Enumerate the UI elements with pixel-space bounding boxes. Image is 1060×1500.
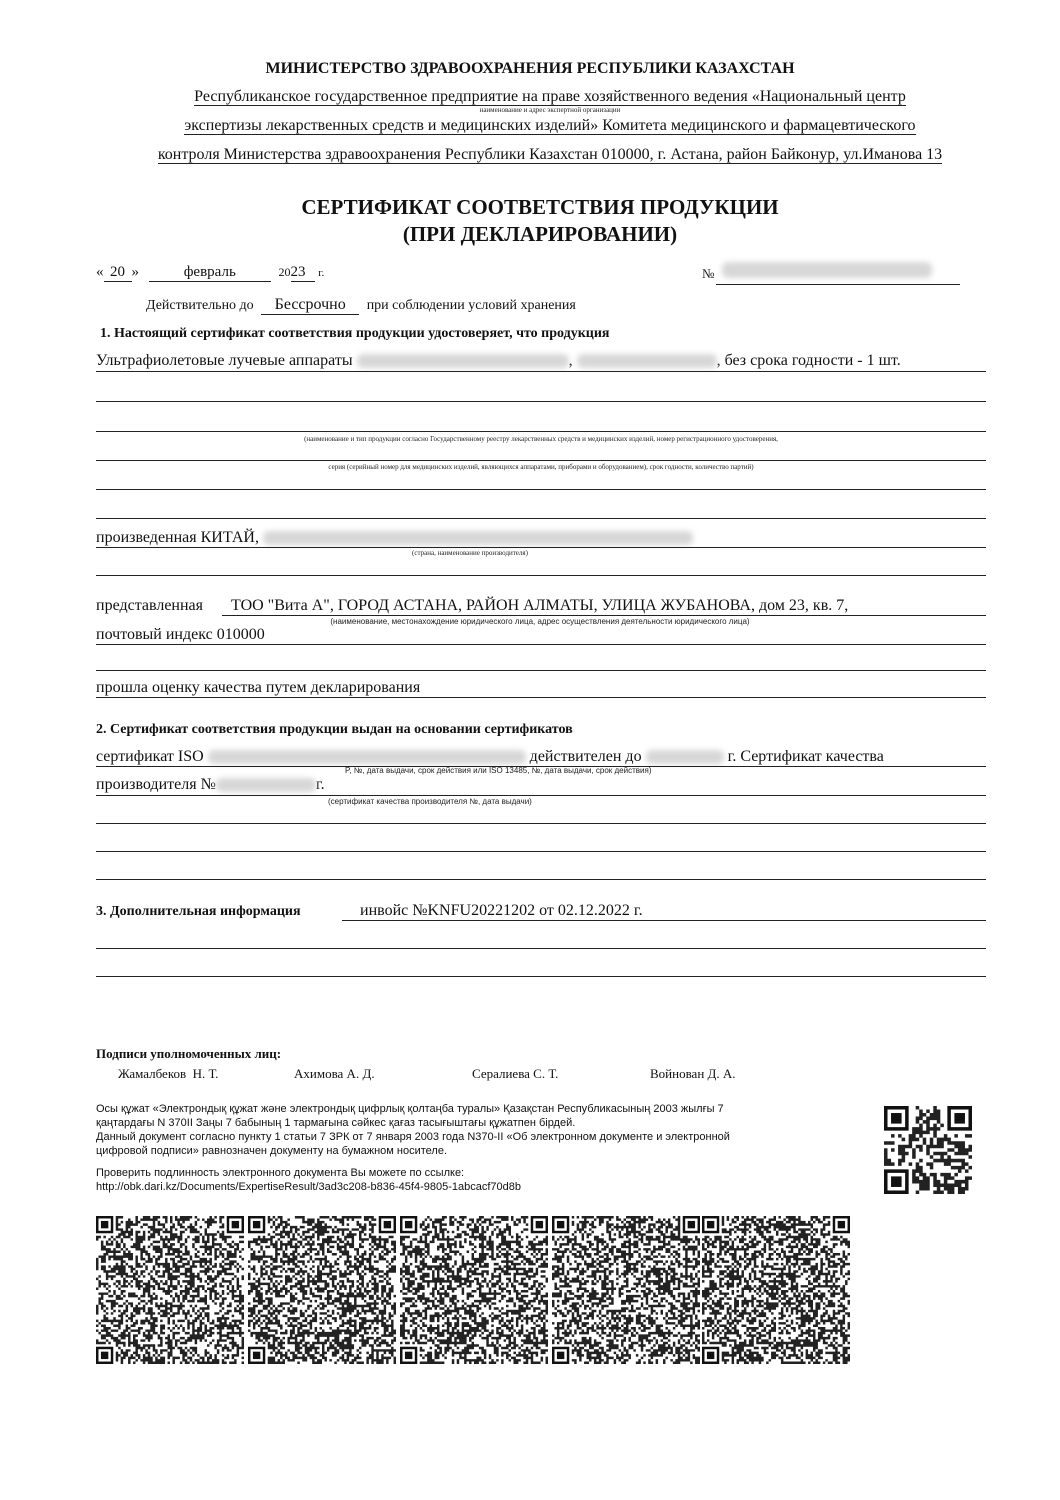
signer-4: Войнован Д. А. [650, 1066, 736, 1081]
certificate-subtitle: (ПРИ ДЕКЛАРИРОВАНИИ) [402, 222, 678, 246]
certificate-title: СЕРТИФИКАТ СООТВЕТСТВИЯ ПРОДУКЦИИ [301, 195, 779, 219]
assessment-text: прошла оценку качества путем декларирования [96, 679, 421, 696]
verification-url[interactable]: http://obk.dari.kz/Documents/ExpertiseResult/3ad3c208-b836-45f4-9805-1abcacf70d8b [96, 1181, 521, 1193]
number-label: № [702, 266, 715, 281]
presented-caption: (наименование, местонахождение юридического лица, адрес осуществления деятельности юридического лица) [330, 617, 750, 626]
redacted-iso-date [646, 750, 724, 764]
redacted-iso [208, 750, 526, 764]
redacted-number [722, 262, 932, 278]
redacted-serial [577, 354, 717, 368]
qr-code-2 [248, 1216, 396, 1364]
presented-value: ТОО "Вита А", ГОРОД АСТАНА, РАЙОН АЛМАТЫ, УЛИЦА ЖУБАНОВА, дом 23, кв. 7, [231, 597, 849, 614]
org-line-3: контроля Министерства здравоохранения Республики Казахстан 010000, г. Астана, район Байконур, ул.Иманова 13 [157, 146, 943, 163]
signer-3: Сералиева С. Т. [472, 1066, 559, 1081]
section3-heading: 3. Дополнительная информация [96, 904, 301, 919]
issue-date: « 20 » февраль 2023 г. [96, 264, 325, 280]
product-line: Ультрафиолетовые лучевые аппараты , , без срока годности - 1 шт. [96, 352, 901, 369]
org-line-1: Республиканское государственное предприятие на праве хозяйственного ведения «Национальный центр [194, 88, 906, 105]
ministry-title: МИНИСТЕРСТВО ЗДРАВООХРАНЕНИЯ РЕСПУБЛИКИ КАЗАХСТАН [265, 60, 795, 77]
section2-heading: 2. Сертификат соответствия продукции выдан на основании сертификатов [96, 722, 573, 737]
qr-code-1 [96, 1216, 244, 1364]
additional-info: инвойс №KNFU20221202 от 02.12.2022 г. [360, 902, 643, 919]
product-caption-1: (наименование и тип продукции согласно Государственному реестру лекарственных средств и медицинских изделий, номер регистрационного удостоверения, [304, 435, 778, 443]
producer-caption: (сертификат качества производителя №, дата выдачи) [328, 797, 532, 806]
legal-notice: Осы құжат «Электрондық құжат және электрондық цифрлық қолтаңба туралы» Қазақстан Республикасының 2003 жылғы 7 қаңтардағы N 370II Заңы 7 бабының 1 тармағына сәйкес қағаз тасығыштағы құжатпен бірдей. Данный документ согласно пункту 1 статьи 7 ЗРК от 7 января 2003 года N370-II «Об электронном документе и электронной цифровой подписи» равнозначен документу на бумажном носителе. Проверить подлинность электронного документа Вы можете по ссылке: http://obk.dari.kz/Documents/ExpertiseResult/3ad3c208-b836-45f4-9805-1abcacf70d8b [96, 1103, 730, 1193]
product-caption-2: серия (серийный номер для медицинских изделий, являющихся аппаратами, приборами и оборудованием), срок годности, количество партий) [328, 463, 754, 471]
qr-code-4 [552, 1216, 700, 1364]
signer-2: Ахимова А. Д. [294, 1066, 375, 1081]
presented-line: представленная ТОО "Вита А", ГОРОД АСТАНА, РАЙОН АЛМАТЫ, УЛИЦА ЖУБАНОВА, дом 23, кв. 7, [96, 597, 849, 614]
section1-heading: 1. Настоящий сертификат соответствия продукции удостоверяет, что продукция [100, 326, 610, 341]
signer-1: Жамалбеков Н. Т. [118, 1066, 219, 1081]
redacted-producer-cert [216, 778, 316, 792]
date-year: 23 [291, 264, 315, 282]
produced-line: произведенная КИТАЙ, [96, 529, 693, 547]
signatures-heading: Подписи уполномоченных лиц: [96, 1046, 282, 1061]
iso-caption: P, №, дата выдачи, срок действия или ISO 13485, №, дата выдачи, срок действия) [345, 766, 652, 775]
validity-row: Действительно до Бессрочно при соблюдении условий хранения [146, 296, 576, 313]
validity-value: Бессрочно [261, 296, 359, 315]
date-month: февраль [149, 264, 271, 282]
org-caption: наименование и адрес экспертной организации [479, 106, 621, 114]
qr-code-small [884, 1106, 972, 1194]
org-line-2: экспертизы лекарственных средств и медицинских изделий» Комитета медицинского и фармацевтического [184, 117, 916, 134]
postal-code: почтовый индекс 010000 [96, 626, 265, 643]
date-day: 20 [104, 264, 132, 282]
iso-line: сертификат ISO действителен до г. Сертификат качества [96, 748, 884, 765]
qr-code-5 [702, 1216, 850, 1364]
redacted-manufacturer [263, 531, 693, 545]
producer-line: производителя № г. [96, 776, 325, 793]
qr-code-3 [400, 1216, 548, 1364]
produced-caption: (страна, наименование производителя) [412, 549, 528, 557]
redacted-model [357, 354, 569, 368]
